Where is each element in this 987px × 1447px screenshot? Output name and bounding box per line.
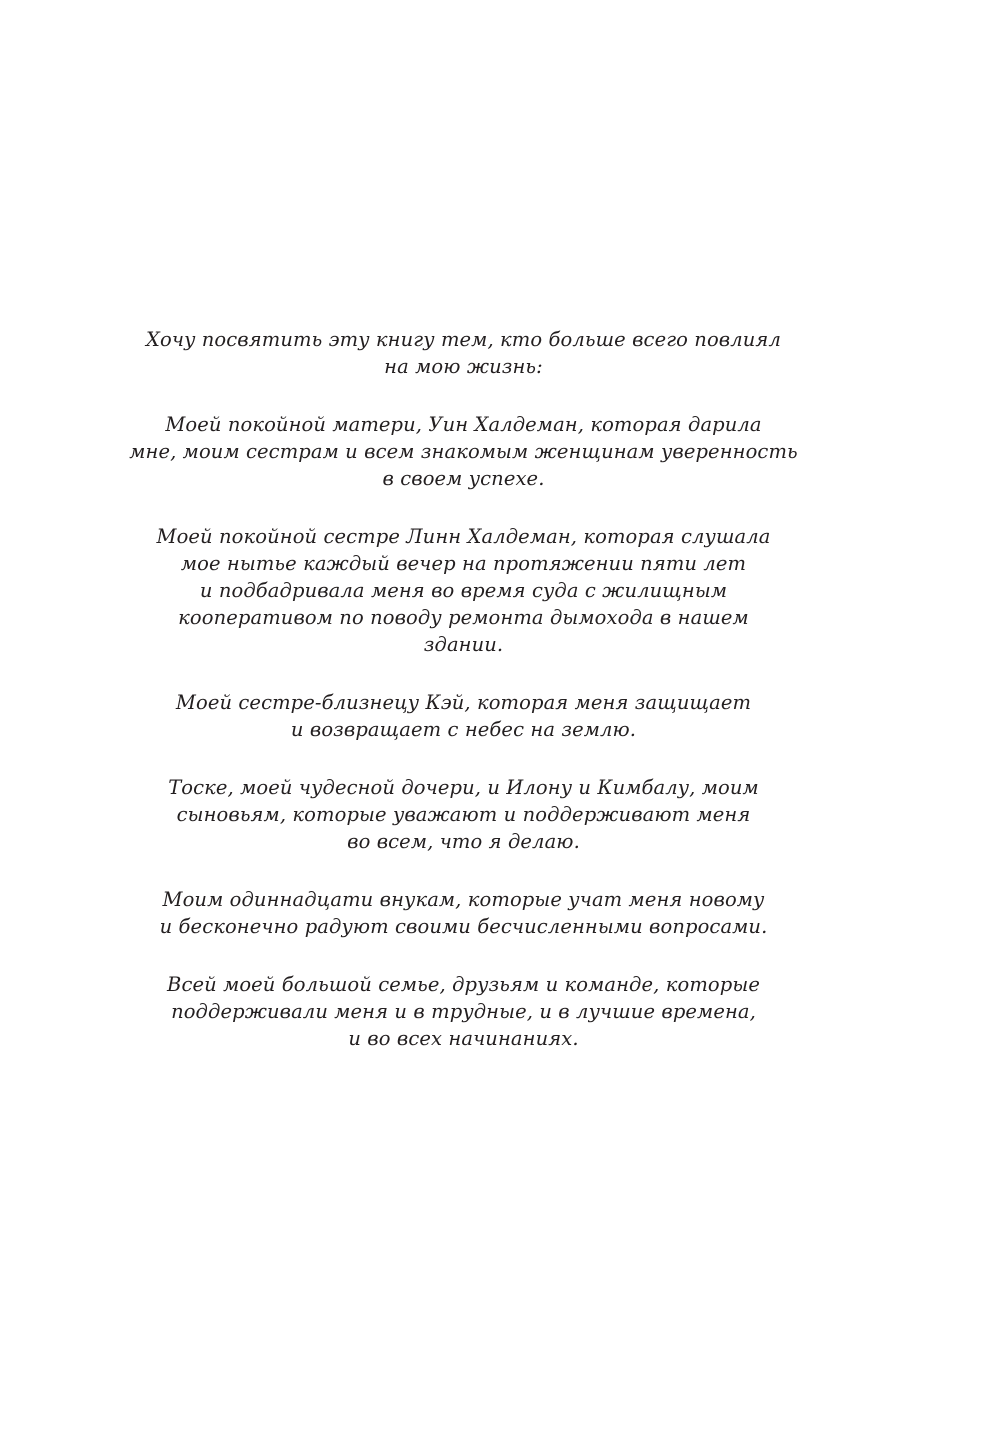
dedication-line: сыновьям, которые уважают и поддерживают меня xyxy=(176,803,751,826)
dedication-text xyxy=(0,326,927,1052)
dedication-line: Моей покойной сестре Линн Халдеман, которая слушала xyxy=(156,525,771,548)
dedication-line: и возвращает с небес на землю. xyxy=(290,718,637,741)
dedication-line: Моим одиннадцати внукам, которые учат меня новому xyxy=(162,888,765,911)
dedication-line: и подбадривала меня во время суда с жилищным xyxy=(199,579,728,602)
dedication-paragraph-grandchildren xyxy=(0,886,927,940)
dedication-line: мне, моим сестрам и всем знакомым женщинам уверенность xyxy=(129,440,798,463)
dedication-line: Моей покойной матери, Уин Халдеман, которая дарила xyxy=(165,413,762,436)
dedication-paragraph-sister xyxy=(0,523,927,658)
dedication-line: на мою жизнь: xyxy=(384,355,543,378)
dedication-line: и во всех начинаниях. xyxy=(348,1027,579,1050)
dedication-line: поддерживали меня и в трудные, и в лучшие времена, xyxy=(171,1000,756,1023)
dedication-paragraph-intro xyxy=(0,326,927,380)
dedication-line: и бесконечно радуют своими бесчисленными вопросами. xyxy=(159,915,768,938)
dedication-line: Моей сестре-близнецу Кэй, которая меня защищает xyxy=(175,691,752,714)
dedication-line: здании. xyxy=(423,633,504,656)
dedication-line: кооперативом по поводу ремонта дымохода в нашем xyxy=(178,606,749,629)
dedication-line: в своем успехе. xyxy=(382,467,545,490)
dedication-paragraph-children xyxy=(0,774,927,855)
dedication-paragraph-twin xyxy=(0,689,927,743)
dedication-paragraph-mother xyxy=(0,411,927,492)
dedication-paragraph-family xyxy=(0,971,927,1052)
dedication-line: мое нытье каждый вечер на протяжении пяти лет xyxy=(180,552,747,575)
dedication-line: Всей моей большой семье, друзьям и команде, которые xyxy=(167,973,760,996)
dedication-line: Хочу посвятить эту книгу тем, кто больше всего повлиял xyxy=(146,328,781,351)
dedication-line: во всем, что я делаю. xyxy=(347,830,580,853)
dedication-line: Тоске, моей чудесной дочери, и Илону и Кимбалу, моим xyxy=(168,776,759,799)
